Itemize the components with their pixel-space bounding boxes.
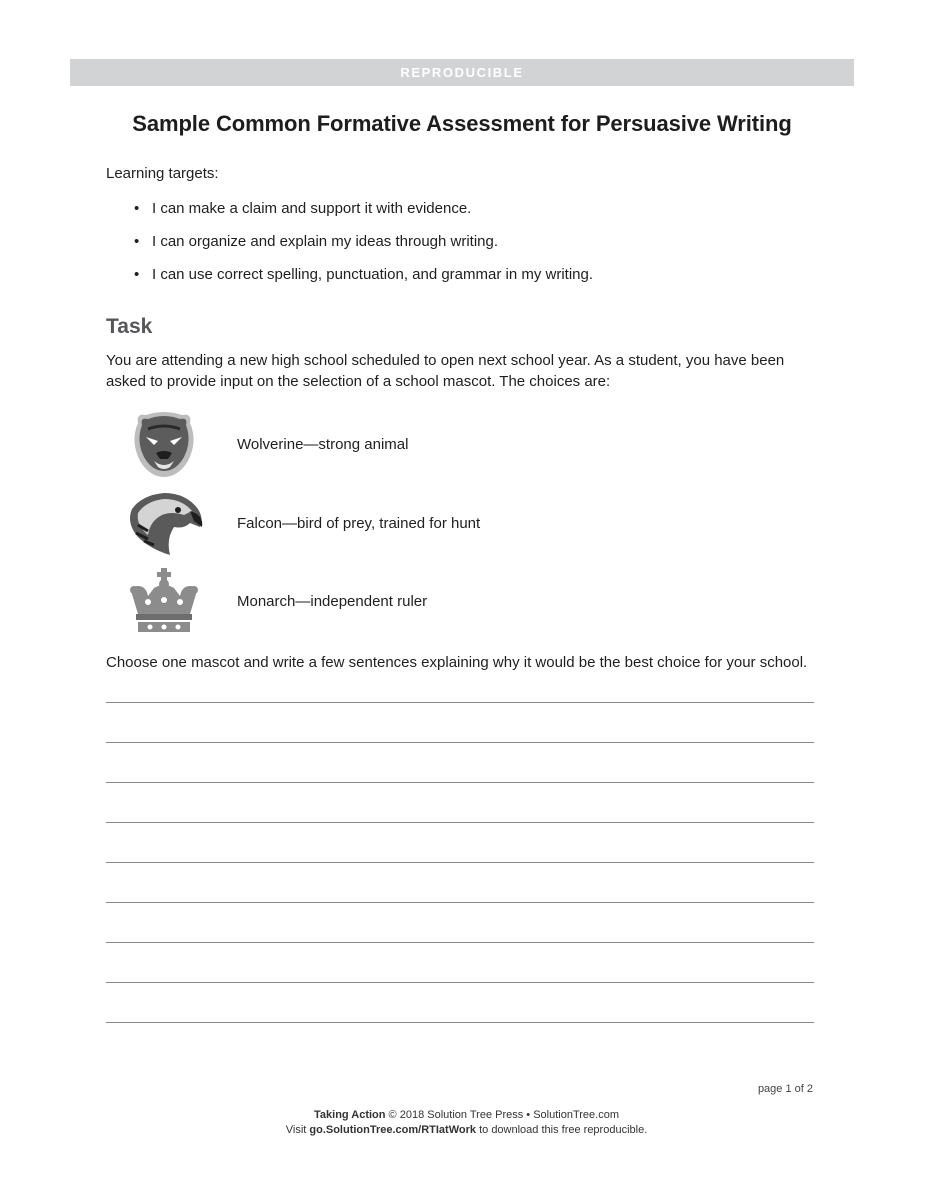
- learning-target-text: I can organize and explain my ideas through writing.: [152, 233, 499, 250]
- writing-line: [106, 982, 814, 983]
- writing-lines: [106, 702, 814, 1062]
- page-title: Sample Common Formative Assessment for Persuasive Writing: [132, 111, 792, 136]
- writing-line: [106, 862, 814, 863]
- footer-copyright: © 2018 Solution Tree Press • SolutionTree.com: [385, 1109, 619, 1121]
- learning-target-item: [106, 200, 593, 233]
- task-heading: Task: [106, 315, 153, 338]
- mascot-label-monarch: Monarch—independent ruler: [237, 593, 428, 610]
- mascot-label-falcon: Falcon—bird of prey, trained for hunt: [237, 515, 481, 532]
- writing-prompt: Choose one mascot and write a few sentences explaining why it would be the best choice for your school.: [106, 654, 808, 671]
- writing-line: [106, 1022, 814, 1023]
- writing-line: [106, 782, 814, 783]
- mascot-label-wolverine: Wolverine—strong animal: [237, 436, 409, 453]
- learning-target-item: [106, 266, 593, 299]
- task-description: You are attending a new high school scheduled to open next school year. As a student, you have been asked to provide input on the selection of a school mascot. The choices are:: [106, 352, 785, 390]
- crown-icon: [126, 568, 202, 634]
- wolverine-icon: [128, 407, 200, 479]
- writing-line: [106, 902, 814, 903]
- footer-visit-prefix: Visit: [285, 1124, 310, 1136]
- writing-line: [106, 742, 814, 743]
- footer-book-title: Taking Action: [314, 1109, 386, 1121]
- learning-targets-list: [106, 200, 593, 299]
- bullet-icon: •: [134, 200, 140, 217]
- learning-target-text: I can use correct spelling, punctuation, and grammar in my writing.: [152, 266, 594, 283]
- learning-target-text: I can make a claim and support it with evidence.: [152, 200, 472, 217]
- falcon-icon: [124, 489, 206, 559]
- reproducible-banner: REPRODUCIBLE: [70, 59, 854, 86]
- footer-copyright-line: [0, 1108, 933, 1123]
- footer-visit-suffix: to download this free reproducible.: [476, 1124, 648, 1136]
- footer-link[interactable]: go.SolutionTree.com/RTIatWork: [309, 1124, 477, 1136]
- footer: [0, 1108, 933, 1138]
- writing-line: [106, 702, 814, 703]
- writing-line: [106, 942, 814, 943]
- learning-target-item: [106, 233, 593, 266]
- bullet-icon: •: [134, 233, 140, 250]
- learning-targets-heading: Learning targets:: [106, 165, 219, 182]
- page-number: page 1 of 2: [757, 1083, 813, 1095]
- bullet-icon: •: [134, 266, 140, 283]
- writing-line: [106, 822, 814, 823]
- footer-visit-line: [0, 1123, 933, 1138]
